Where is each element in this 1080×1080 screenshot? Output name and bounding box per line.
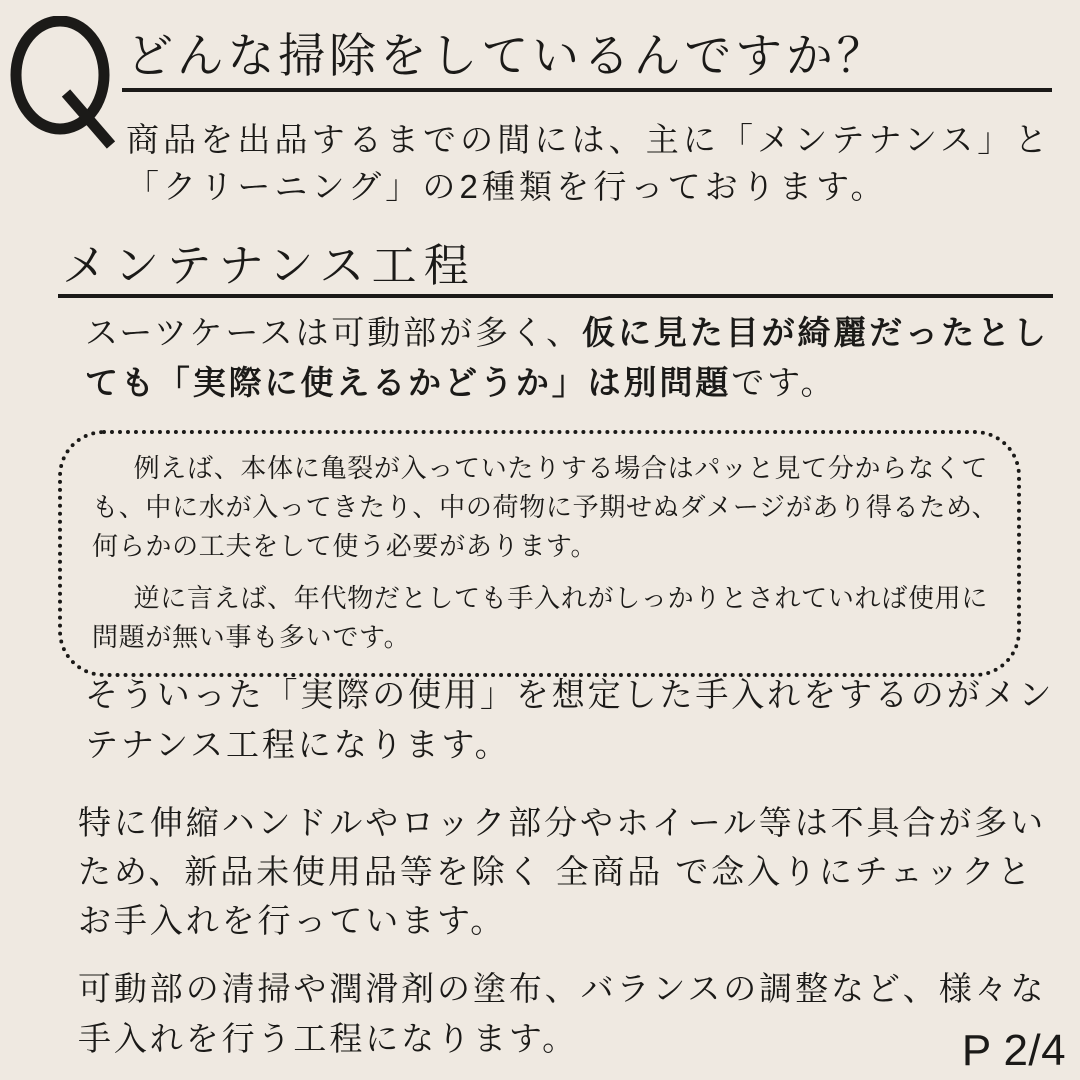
paragraph-usage: そういった「実際の使用」を想定した手入れをするのがメンテナンス工程になります。 <box>85 676 1055 763</box>
lead-text-bold: 仮に見た目が綺麗だったとしても「実際に使えるかどうか」は別問題 <box>85 314 1049 401</box>
section-underline <box>58 294 1053 298</box>
title-underline <box>122 88 1052 92</box>
note-box <box>58 430 1021 677</box>
note-paragraph-2: 逆に言えば、年代物だとしても手入れがしっかりとされていれば使用に問題が無い事も多いです。 <box>92 583 989 652</box>
q-mark-icon <box>10 16 115 150</box>
note-paragraph-1: 例えば、本体に亀裂が入っていたりする場合はパッと見て分からなくても、中に水が入ってきたり、中の荷物に予期せぬダメージがあり得るため、何らかの工夫をして使う必要があります。 <box>92 453 999 561</box>
paragraph-summary: 可動部の清掃や潤滑剤の塗布、バランスの調整など、様々な手入れを行う工程になります。 <box>78 970 1047 1057</box>
paragraph-check: 特に伸縮ハンドルやロック部分やホイール等は不具合が多いため、新品未使用品等を除く 全商品 で念入りにチェックとお手入れを行っています。 <box>78 804 1047 939</box>
section-heading: メンテナンス工程 <box>62 240 477 291</box>
lead-paragraph <box>85 308 1060 408</box>
page-title: どんな掃除をしているんですか？ <box>126 29 888 82</box>
lead-text-end: です。 <box>731 364 837 401</box>
page-indicator: P 2/4 <box>961 1026 1066 1075</box>
lead-text-start: スーツケースは可動部が多く、 <box>85 314 583 351</box>
intro-paragraph: 商品を出品するまでの間には、主に「メンテナンス」と「クリーニング」の2種類を行っております。 <box>126 121 1052 205</box>
